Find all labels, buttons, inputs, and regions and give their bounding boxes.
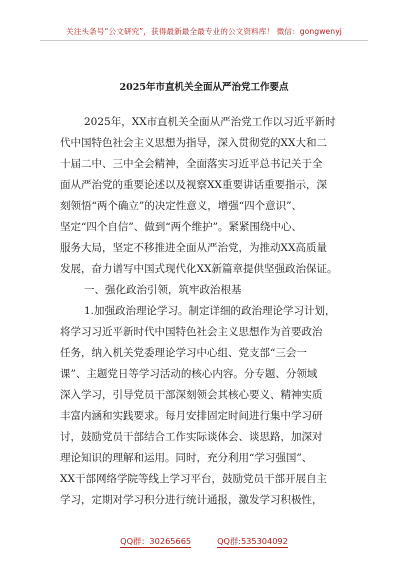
body-line: 将学习习近平新时代中国特色社会主义思想作为首要政治 [60,326,323,338]
body-line: 讨，鼓励党员干部结合工作实际谈体会、谈思路，加深对 [60,431,323,443]
body-line: 理论知识的理解和运用。同时，充分利用“学习强国”、 [60,452,313,464]
body-line: 面从严治党的重要论述以及视察XX重要讲话重要指示，深 [60,179,327,191]
header-rule [40,40,368,41]
body-line: 深入学习，引导党员干部深刻领会其核心要义、精神实质 [60,389,323,401]
promo-banner: 关注头条号“公文研究”，获得最新最全最专业的公文资料库！ 微信：gongwenyj [66,27,342,36]
body-line: 2025年，XX市直机关全面从严治党工作以习近平新时 [84,116,336,128]
body-line: 服务大局，坚定不移推进全面从严治党，为推动XX高质量 [60,242,327,254]
body-line: 课”、主题党日等学习活动的核心内容。分专题、分领域 [60,368,318,380]
document-title: 2025年市直机关全面从严治党工作要点 [119,82,289,93]
body-line: 学习，定期对学习积分进行统计通报，激发学习积极性， [60,494,323,506]
qq-group-1: QQ群：30265665 [120,536,192,546]
footer-contact [0,536,408,547]
document-body [60,112,352,511]
body-line: XX干部网络学院等线上学习平台，鼓励党员干部开展自主 [60,473,327,485]
body-line: 发展，奋力谱写中国式现代化XX新篇章提供坚强政治保证。 [60,263,338,275]
qq-group-2: QQ群:535304092 [217,536,288,546]
body-line: 任务，纳入机关党委理论学习中心组、党支部“三会一 [60,347,307,359]
body-line: 一、强化政治引领，筑牢政治根基 [84,284,242,296]
body-line: 丰富内涵和实践要求。每月安排固定时间进行集中学习研 [60,410,323,422]
body-line: 刻领悟“两个确立”的决定性意义，增强“四个意识”、 [60,200,302,212]
body-line: 十届二中、三中全会精神，全面落实习近平总书记关于全 [60,158,323,170]
body-line: 坚定“四个自信”、做到“两个维护”。紧紧围绕中心、 [60,221,302,233]
body-line: 1.加强政治理论学习。制定详细的政治理论学习计划， [84,305,336,317]
body-line: 代中国特色社会主义思想为指导，深入贯彻党的XX大和二 [60,137,327,149]
